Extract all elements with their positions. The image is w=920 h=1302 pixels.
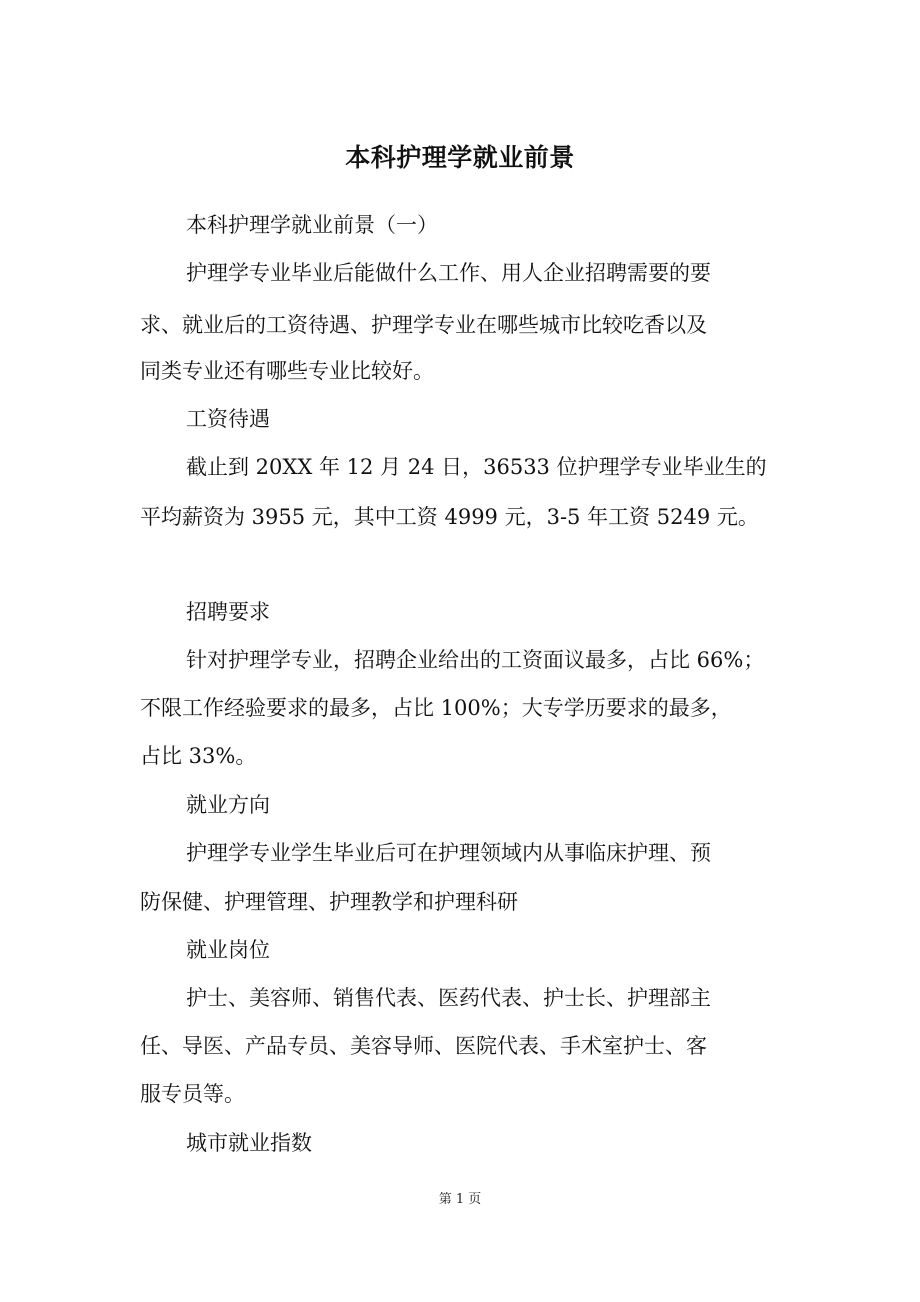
paragraph-line: 针对护理学专业，招聘企业给出的工资面议最多，占比 66%；	[186, 648, 765, 672]
section-heading: 城市就业指数	[186, 1131, 312, 1155]
section-heading: 工资待遇	[186, 407, 270, 431]
paragraph-line: 求、就业后的工资待遇、护理学专业在哪些城市比较吃香以及	[140, 313, 707, 337]
paragraph-line: 同类专业还有哪些专业比较好。	[140, 359, 434, 383]
paragraph-line: 截止到 20XX 年 12 月 24 日，36533 位护理学专业毕业生的	[186, 455, 767, 479]
section-heading: 就业岗位	[186, 938, 270, 962]
document-title: 本科护理学就业前景	[345, 143, 575, 172]
paragraph-line: 防保健、护理管理、护理教学和护理科研	[140, 890, 518, 914]
paragraph-line: 占比 33%。	[140, 744, 257, 768]
paragraph-line: 护士、美容师、销售代表、医药代表、护士长、护理部主	[186, 986, 711, 1010]
section-heading: 本科护理学就业前景（一）	[186, 213, 438, 237]
paragraph-line: 任、导医、产品专员、美容导师、医院代表、手术室护士、客	[140, 1034, 707, 1058]
section-heading: 就业方向	[186, 793, 270, 817]
paragraph-line: 平均薪资为 3955 元，其中工资 4999 元，3-5 年工资 5249 元。	[140, 505, 759, 529]
page-number: 第 1 页	[438, 1192, 482, 1207]
section-heading: 招聘要求	[186, 600, 270, 624]
paragraph-line: 服专员等。	[140, 1082, 245, 1106]
paragraph-line: 不限工作经验要求的最多，占比 100%；大专学历要求的最多，	[140, 696, 732, 720]
paragraph-line: 护理学专业毕业后能做什么工作、用人企业招聘需要的要	[186, 261, 711, 285]
paragraph-line: 护理学专业学生毕业后可在护理领域内从事临床护理、预	[186, 841, 711, 865]
